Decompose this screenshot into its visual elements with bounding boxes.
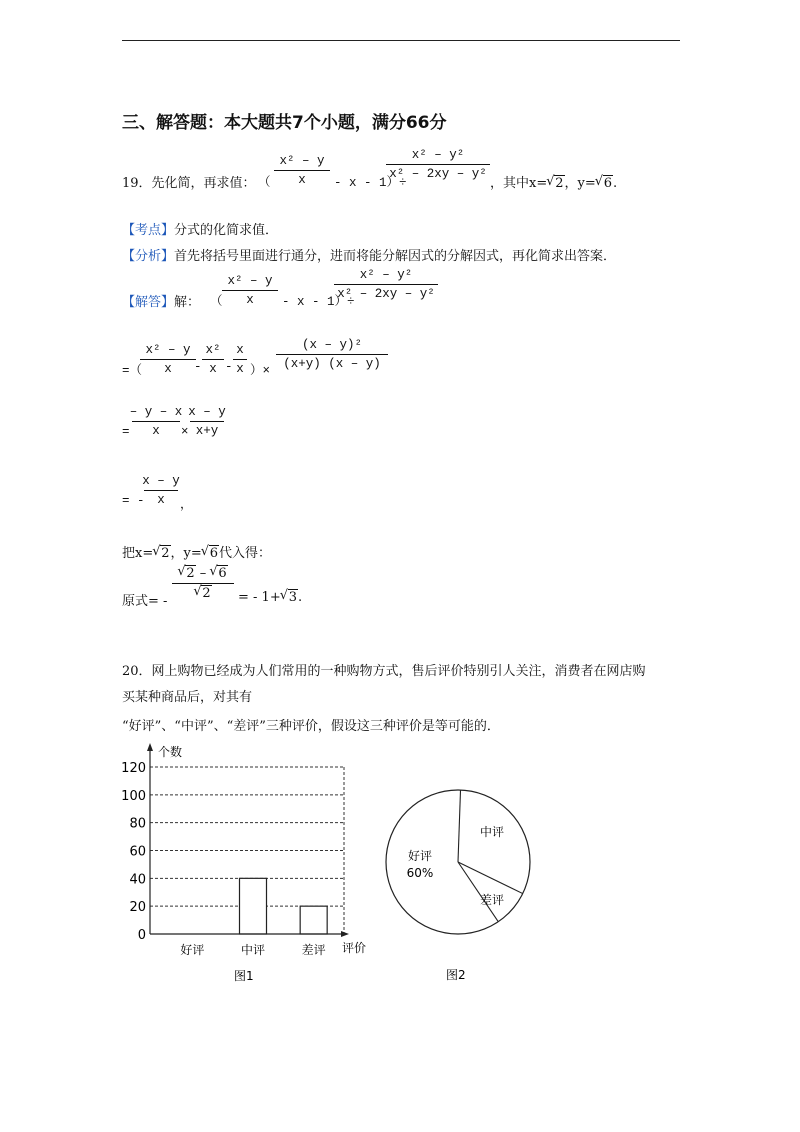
- q20-line-1: 20．网上购物已经成为人们常用的一种购物方式，售后评价特别引人关注，消费者在网店购: [122, 664, 646, 679]
- step1-minus-1: -: [194, 360, 202, 374]
- bar-2: [240, 878, 267, 934]
- bar-y-label: 个数: [158, 745, 183, 759]
- bar-y-tick: 0: [137, 928, 146, 943]
- step1-minus-2: -: [225, 360, 233, 374]
- step2-f2-num: x – y: [188, 405, 226, 419]
- pie-slice-pct: 60%: [406, 866, 434, 880]
- step1-f4-den: (x+y) (x – y): [283, 357, 381, 371]
- result-end: .: [298, 590, 303, 605]
- step2-f1-den: x: [152, 424, 160, 438]
- section-title: 三、解答题：本大题共7个小题，满分66分: [122, 113, 447, 133]
- step1-f4-num: (x – y)²: [301, 338, 362, 352]
- jie-expr-open: （: [210, 295, 223, 309]
- q19-frac-1-num: x² – y: [279, 154, 325, 168]
- pie-slice-label: 差评: [479, 893, 505, 907]
- jie-frac-1: [222, 274, 278, 307]
- bar-x-arrow: [341, 931, 349, 937]
- step1-frac-4: [276, 338, 388, 371]
- step1-lead: =（: [122, 364, 143, 378]
- q19-frac-1-den: x: [298, 173, 306, 187]
- step1-frac-1: [140, 343, 196, 376]
- subst-x: 2: [161, 546, 170, 561]
- q20-line-3: “好评”、“中评”、“差评”三种评价，假设这三种评价是等可能的．: [122, 719, 500, 734]
- pie-caption: 图2: [446, 968, 466, 982]
- q19-frac-2-den: x² – 2xy – y²: [389, 167, 487, 181]
- q19-x-value: 2: [555, 176, 564, 191]
- jie-frac-1-num: x² – y: [227, 274, 273, 288]
- result-num-a: 2: [186, 566, 195, 581]
- step1-frac-3: [233, 343, 247, 376]
- step2-f2-den: x+y: [195, 424, 219, 438]
- bar-y-tick: 40: [129, 872, 146, 888]
- q19-y-label: ，y=: [564, 176, 596, 191]
- result-ans: 3: [288, 590, 297, 605]
- pie-chart: [380, 780, 540, 985]
- jie-expr-mid: - x - 1）÷: [282, 295, 355, 309]
- bar-y-arrow: [147, 743, 153, 751]
- step1-f3-num: x: [236, 343, 244, 357]
- result-frac: [172, 566, 234, 601]
- q20-line-2: 买某种商品后，对其有: [122, 690, 253, 705]
- bar-y-tick: 80: [129, 816, 146, 832]
- kaodian-tag: 【考点】: [122, 223, 175, 238]
- jie-frac-1-den: x: [246, 293, 254, 307]
- result-post-text: = - 1+: [238, 590, 281, 605]
- kaodian-text: 分式的化简求值．: [174, 223, 279, 238]
- jieda-line: [122, 291, 200, 310]
- bar-y-tick: 20: [129, 900, 146, 916]
- jie-frac-2-num: x² – y²: [359, 268, 413, 282]
- q19-where: [490, 172, 617, 191]
- result-num-op: –: [195, 566, 211, 581]
- subst-post: 代入得：: [219, 546, 272, 561]
- result-post: [238, 590, 302, 605]
- step3-lead: = -: [122, 494, 145, 508]
- bar-x-label: 评价: [342, 941, 367, 955]
- q19-intro: 19．先化简，再求值：: [122, 176, 256, 191]
- subst-y: 6: [209, 546, 219, 561]
- bar-chart: [112, 740, 382, 985]
- bar-caption: 图1: [234, 969, 254, 983]
- result-den-val: 2: [202, 586, 211, 601]
- bar-y-tick: 100: [121, 788, 146, 804]
- step2-frac-1: [129, 405, 183, 438]
- step1-f3-den: x: [236, 362, 244, 376]
- step2-frac-2: [190, 405, 224, 438]
- q19-expr-mid: - x - 1）÷: [334, 176, 407, 190]
- q19-expr-open: （: [258, 176, 271, 190]
- step3-den: x: [157, 493, 165, 507]
- q19-frac-2: [386, 148, 490, 181]
- bar-category-label: 差评: [301, 943, 326, 957]
- bar-3: [300, 906, 327, 934]
- step2-lead: =: [122, 425, 130, 439]
- bar-y-tick: 120: [121, 761, 146, 776]
- result-den: [194, 586, 211, 601]
- fenxi-line: [122, 245, 616, 264]
- jieda-tag: 【解答】: [122, 295, 175, 310]
- step3-num: x – y: [142, 474, 180, 488]
- pie-slices: [386, 790, 530, 934]
- subst-pre: 把x=: [122, 546, 154, 561]
- jie-label: 解：: [174, 295, 201, 310]
- subst-mid: ，y=: [170, 546, 202, 561]
- kaodian-line: [122, 219, 278, 238]
- step1-frac-2: [202, 343, 224, 376]
- step3-frac: [144, 474, 178, 507]
- step2-f1-num: – y – x: [129, 405, 183, 419]
- fenxi-tag: 【分析】: [122, 249, 175, 264]
- bar-y-tick: 60: [129, 844, 146, 860]
- result-pre: 原式= -: [122, 594, 168, 609]
- q19-y-value: 6: [603, 176, 613, 191]
- step1-f2-num: x²: [205, 343, 221, 357]
- subst-line: [122, 542, 271, 561]
- fenxi-text: 首先将括号里面进行通分，进而将能分解因式的分解因式，再化简求出答案．: [174, 249, 617, 264]
- bar-category-label: 好评: [180, 943, 205, 957]
- step2-op: ×: [181, 425, 189, 439]
- bar-chart-bars: [240, 878, 328, 934]
- step1-close: ）×: [250, 364, 271, 378]
- step1-f1-num: x² – y: [145, 343, 191, 357]
- jie-frac-2: [334, 268, 438, 301]
- result-num: [178, 566, 227, 581]
- result-num-b: 6: [218, 566, 227, 581]
- bar-chart-categories: [180, 942, 325, 957]
- step3-end: ，: [180, 498, 193, 512]
- step1-f2-den: x: [209, 362, 217, 376]
- step1-f1-den: x: [164, 362, 172, 376]
- bar-chart-ticks: [121, 761, 146, 943]
- bar-category-label: 中评: [240, 943, 266, 957]
- q19-frac-2-num: x² – y²: [411, 148, 465, 162]
- q19-where-text: ，其中x=: [490, 176, 548, 191]
- header-rule: [122, 40, 680, 41]
- q19-frac-1: [274, 154, 330, 187]
- jie-frac-2-den: x² – 2xy – y²: [337, 287, 435, 301]
- pie-slice-label: 好评: [407, 849, 433, 863]
- pie-slice-label: 中评: [479, 825, 505, 839]
- q19-end: .: [613, 176, 618, 191]
